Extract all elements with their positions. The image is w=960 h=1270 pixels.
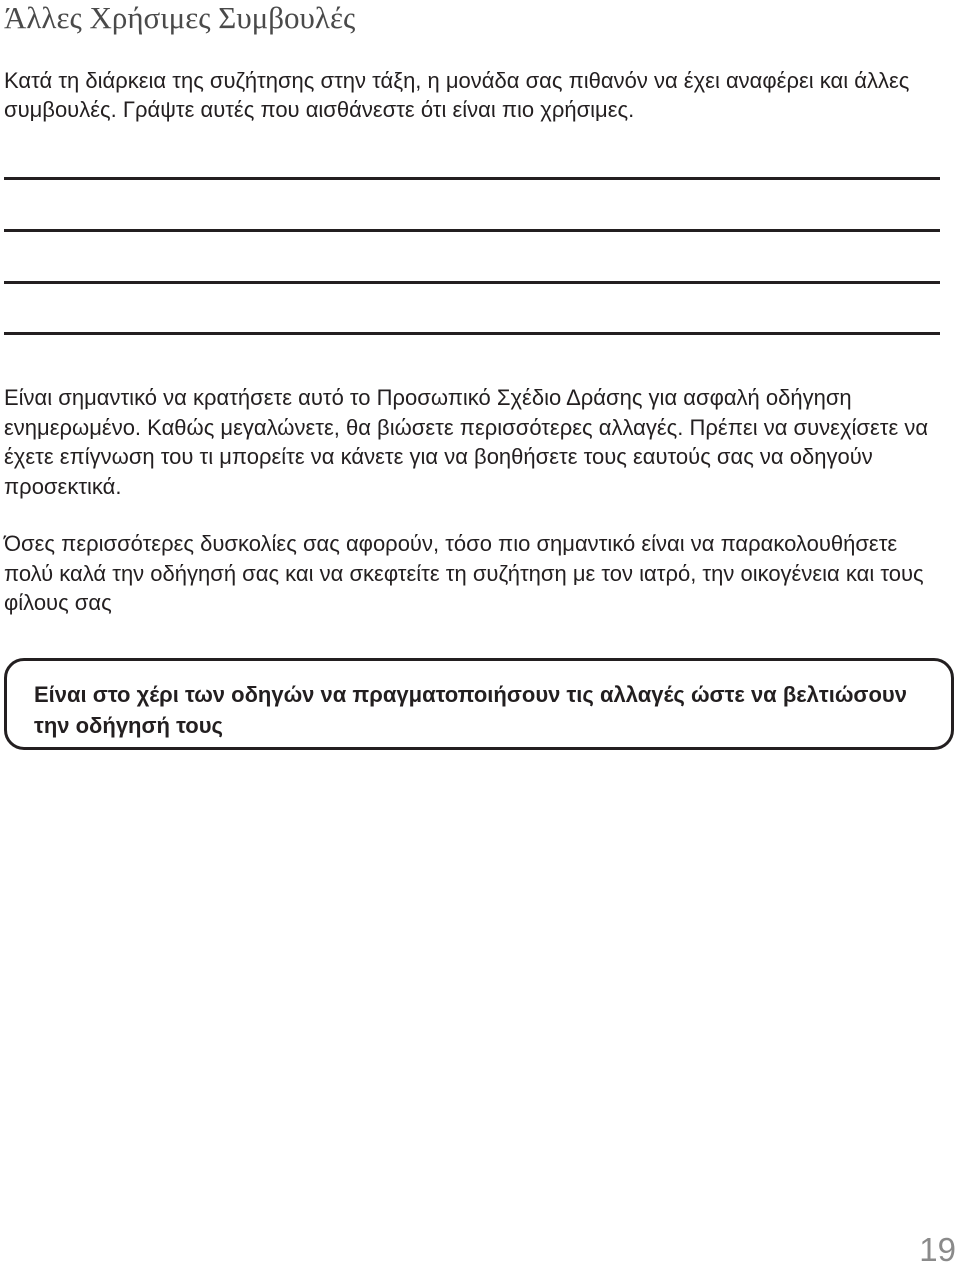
- callout-box: [4, 658, 954, 750]
- body-paragraph-difficulties: Όσες περισσότερες δυσκολίες σας αφορούν, τόσο πιο σημαντικό είναι να παρακολουθήσετε πολύ καλά την οδήγησή σας και να σκεφτείτε τη συζήτηση με τον ιατρό, την οικογένεια και τους φίλους σας: [4, 531, 924, 615]
- page-number: 19: [919, 1231, 956, 1268]
- body-paragraph-action-plan: Είναι σημαντικό να κρατήσετε αυτό το Προσωπικό Σχέδιο Δράσης για ασφαλή οδήγηση ενημερωμένο. Καθώς μεγαλώνετε, θα βιώσετε περισσότερες αλλαγές. Πρέπει να συνεχίσετε να έχετε επίγνωση του τι μπορείτε να κάνετε για να βοηθήσετε τους εαυτούς σας να οδηγούν προσεκτικά.: [4, 385, 929, 499]
- writing-line[interactable]: [4, 229, 940, 232]
- writing-line[interactable]: [4, 332, 940, 335]
- writing-line[interactable]: [4, 281, 940, 284]
- intro-paragraph: Κατά τη διάρκεια της συζήτησης στην τάξη, η μονάδα σας πιθανόν να έχει αναφέρει και άλλες συμβουλές. Γράψτε αυτές που αισθάνεστε ότι είναι πιο χρήσιμες.: [4, 68, 910, 122]
- writing-line[interactable]: [4, 177, 940, 180]
- callout-text: Είναι στο χέρι των οδηγών να πραγματοποιήσουν τις αλλαγές ώστε να βελτιώσουν την οδήγησή τους: [34, 682, 907, 738]
- section-title: Άλλες Χρήσιμες Συμβουλές: [4, 0, 356, 35]
